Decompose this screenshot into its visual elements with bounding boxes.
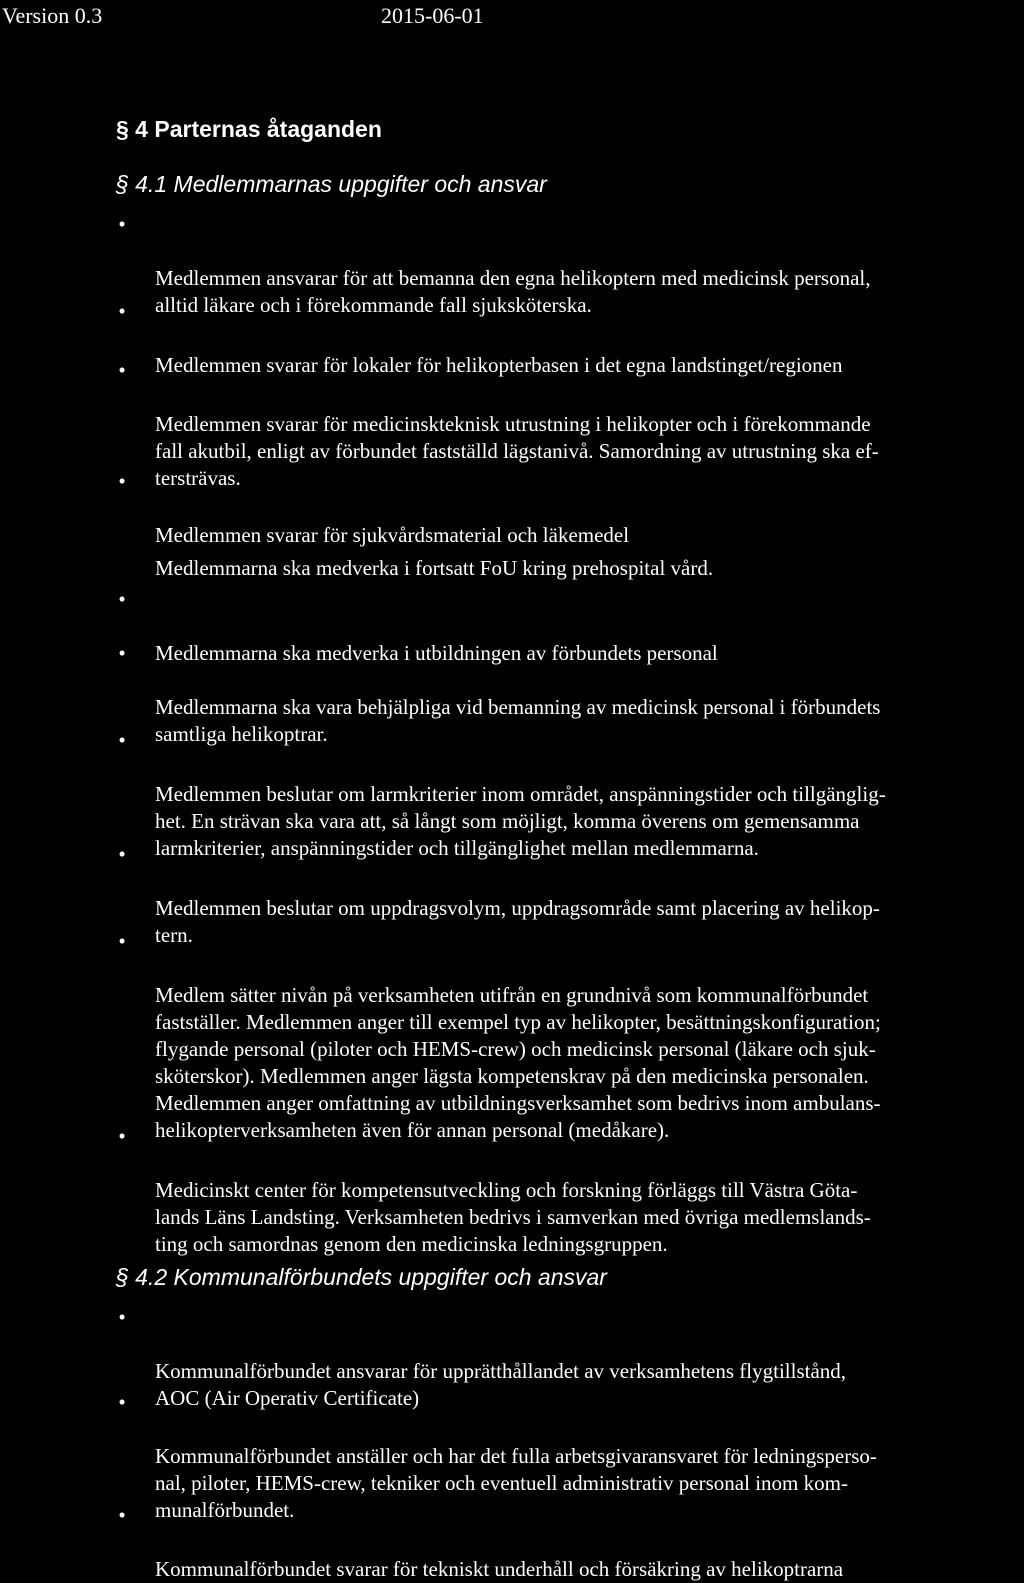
bullet: • [118, 1390, 126, 1414]
list-item-text: Medlemmen svarar för medicinskteknisk utrustning i helikopter och i förekommande fall akutbil, enligt av förbundet fastställd lägstanivå. Samordning av utrustning ska ef- tersträvas. [155, 412, 879, 490]
list-item-text: Medlemmen svarar för sjukvårdsmaterial och läkemedel [155, 523, 630, 547]
bullet: • [118, 299, 126, 323]
bullet: • [118, 469, 126, 493]
document-version: Version 0.3 [2, 3, 103, 28]
list-item-text: Kommunalförbundet svarar för tekniskt underhåll och försäkring av helikoptrarna [155, 1557, 844, 1581]
bullet: • [118, 1503, 126, 1527]
bullet: • [118, 842, 126, 866]
list-item [118, 1123, 1005, 1258]
list-item-text: Medlemmen ansvarar för att bemanna den egna helikoptern med medicinsk personal, alltid läkare och i förekommande fall sjuksköterska. [155, 266, 871, 317]
list-item [118, 1502, 1005, 1583]
list-item-text: Medicinskt center för kompetensutveckling och forskning förläggs till Västra Göta- lands Läns Landsting. Verksamheten bedrivs i samverkan med övriga medlemslands- ting och samordnas genom den medicinska ledningsgruppen. [155, 1178, 871, 1256]
paragraph [155, 528, 1005, 582]
list-item-text: Medlemmarna ska medverka i utbildningen av förbundets personal [155, 641, 718, 665]
subsection-heading-4-1: § 4.1 Medlemmarnas uppgifter och ansvar [116, 171, 547, 197]
bullet: • [118, 929, 126, 953]
list-item-text: Medlemmen beslutar om larmkriterier inom området, anspänningstider och tillgänglig- het. En strävan ska vara att, så långt som möjligt, komma överens om gemensamma larmkriterier, anspänningstider och tillgänglighet mellan medlemmarna. [155, 782, 886, 860]
list-item-text: Medlemmen svarar för lokaler för helikopterbasen i det egna landstinget/regionen [155, 353, 843, 377]
bullet: • [118, 358, 126, 382]
bullet: • [118, 1124, 126, 1148]
bullet: • [118, 728, 126, 752]
list-item-text: Medlem sätter nivån på verksamheten utifrån en grundnivå som kommunalförbundet fastställer. Medlemmen anger till exempel typ av helikopter, besättningskonfiguration; flygande personal (piloter och HEMS-crew) och medicinsk personal (läkare och sjuk- sköterskor). Medlemmen anger lägsta kompetenskrav på den medicinska personalen. Medlemmen anger omfattning av utbildningsverksamhet som bedrivs inom ambulans- helikopterverksamheten även för annan personal (medåkare). [155, 983, 881, 1142]
list-item [118, 928, 1005, 1144]
section-heading: § 4 Parternas åtaganden [116, 116, 382, 142]
bullet: • [118, 587, 126, 611]
document-date: 2015-06-01 [381, 3, 484, 28]
paragraph-text: Medlemmarna ska medverka i fortsatt FoU kring prehospital vård. [155, 556, 714, 580]
bullet: • [118, 212, 126, 236]
list-item-text: Kommunalförbundet anställer och har det fulla arbetsgivaransvaret för ledningsperso- nal, piloter, HEMS-crew, tekniker och eventuell administrativ personal inom kom- munalförbundet. [155, 1444, 877, 1522]
list-item-text: Kommunalförbundet ansvarar för upprätthållandet av verksamhetens flygtillstånd, AOC (Air Operativ Certificate) [155, 1359, 847, 1410]
list-item-text: Medlemmarna ska vara behjälpliga vid bemanning av medicinsk personal i förbundets samtliga helikoptrar. [155, 695, 881, 746]
bullet: • [118, 641, 126, 665]
subsection-heading-4-2: § 4.2 Kommunalförbundets uppgifter och ansvar [116, 1264, 607, 1290]
bullet: • [118, 1305, 126, 1329]
list-item-text: Medlemmen beslutar om uppdragsvolym, uppdragsområde samt placering av helikop- tern. [155, 896, 880, 947]
